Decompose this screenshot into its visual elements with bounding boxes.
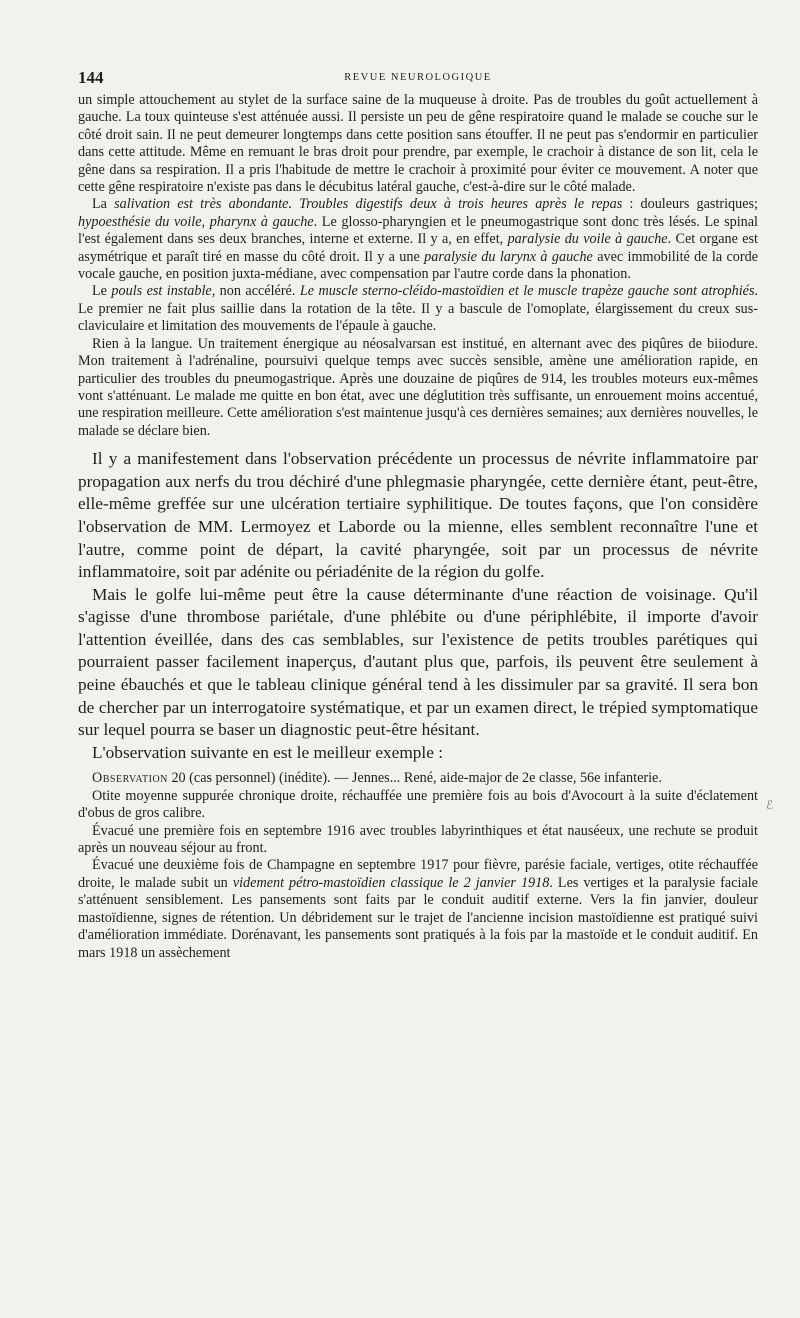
- case-report-section: [78, 92, 758, 440]
- discussion-paragraph-3: L'observation suivante en est le meilleur exemple :: [92, 742, 444, 762]
- observation-heading-text: 20 (cas personnel) (inédite). — Jennes... René, aide-major de 2e classe, 56e infanterie.: [167, 770, 662, 787]
- discussion-section: [78, 448, 758, 764]
- case-paragraph-1: un simple attouchement au stylet de la surface saine de la muqueuse à droite. Pas de troubles du goût actuellement à gauche. La toux quinteuse s'est atténuée aussi. Il persiste un peu de gêne respiratoire quand le malade se couche sur le côté droit sain. Il ne peut demeurer longtemps dans cette position sans étouffer. Il ne peut pas s'endormir en particulier dans cette attitude. Même en remuant le bras droit pour prendre, par exemple, le crachoir à distance de son lit, cela le gêne dans sa respiration. Il a pris l'habitude de mettre le crachoir à proximité pour éviter ce mouvement. A noter que cette gêne respiratoire n'existe pas dans le décubitus latéral gauche, c'est-à-dire sur le côté malade.: [78, 92, 758, 196]
- text-run: Évacué une deuxième fois de Champagne en septembre 1917 pour fièvre, parésie faciale, vertiges, otite réchauffée droite, le malade subit un: [78, 857, 758, 891]
- observation-paragraph-3: [78, 857, 758, 961]
- text-run: , non accéléré.: [211, 283, 300, 300]
- text-run: . Le glosso-pharyngien et le pneumogastrique sont donc très lésés. Le spinal l'est également dans ses deux branches, interne et externe. Il y a, en effet,: [78, 213, 758, 248]
- observation-section: [78, 770, 758, 961]
- discussion-paragraph-2: Mais le golfe lui-même peut être la cause déterminante d'une réaction de voisinage. Qu'il s'agisse d'une thrombose pariétale, d'une phlébite ou d'une périphlébite, il importe d'avoir l'attention éveillée, dans des cas semblables, sur l'existence de petits troubles parétiques qui pourraient passer facilement inaperçus, d'autant plus que, parfois, ils peuvent être seulement à peine ébauchés et que le tableau clinique général tend à les dissimuler par sa gravité. Il sera bon de chercher par un interrogatoire systématique, et par un examen direct, le trépied symptomatique sur lequel pourra se baser un diagnostic peut-être hésitant.: [78, 584, 758, 740]
- italic-run: salivation est très abondante. Troubles digestifs deux à trois heures après le repas: [114, 196, 623, 213]
- italic-run: hypoesthésie du voile, pharynx à gauche: [78, 213, 314, 230]
- text-run: . Le premier ne fait plus saillie dans la rotation de la tête. Il y a bascule de l'omoplate, élargissement du creux sus-claviculaire et limitation des mouvements de l'épaule à gauche.: [78, 283, 759, 335]
- observation-paragraph-2: Évacué une première fois en septembre 1916 avec troubles labyrinthiques et état nauséeux, une rechute se produit après un nouveau séjour au front.: [78, 822, 758, 857]
- document-page: [78, 62, 758, 1302]
- text-run: avec immobilité de la corde vocale gauche, en position juxta-médiane, avec compensation par l'autre corde dans la phonation.: [78, 248, 759, 283]
- italic-run: paralysie du voile à gauche: [507, 231, 668, 248]
- text-run: . Les vertiges et la paralysie faciale s'atténuent sensiblement. Les pansements sont faits par le conduit auditif externe. Vers la fin janvier, douleur mastoïdienne, signes de rétention. Un débridement sur le trajet de l'ancienne incision mastoïdienne est pratiqué suivi d'amélioration immédiate. Dorénavant, les pansements sont pratiqués à la fois par la mastoïde et le conduit auditif. En mars 1918 un assèchement: [78, 874, 758, 961]
- text-run: La: [92, 196, 115, 213]
- text-run: . Cet organe est asymétrique et paraît tiré en masse du côté droit. Il y a une: [78, 231, 758, 265]
- running-title: REVUE NEUROLOGIQUE: [344, 72, 492, 83]
- observation-heading: [78, 770, 758, 787]
- page-number: 144: [78, 68, 104, 87]
- case-paragraph-3: [78, 283, 758, 335]
- observation-label: Observation: [92, 770, 168, 787]
- case-paragraph-4: Rien à la langue. Un traitement énergique au néosalvarsan est institué, en alternant avec des piqûres de biiodure. Mon traitement à l'adrénaline, poursuivi quelque temps avec succès sensible, amène une amélioration rapide, en particulier des troubles du pneumogastrique. Après une douzaine de piqûres de 914, les troubles moteurs eux-mêmes vont s'atténuant. Le malade me quitte en bon état, avec une déglutition très suffisante, un enrouement moins accentué, une respiration meilleure. Cette amélioration s'est maintenue jusqu'à ces dernières semaines; aux dernières nouvelles, le malade se déclare bien.: [78, 335, 758, 439]
- observation-paragraph-1: Otite moyenne suppurée chronique droite, réchauffée une première fois au bois d'Avocourt à la suite d'éclatement d'obus de gros calibre.: [78, 787, 758, 822]
- discussion-paragraph-1: Il y a manifestement dans l'observation précédente un processus de névrite inflammatoire par propagation aux nerfs du trou déchiré d'une phlegmasie pharyngée, cette dernière étant, peut-être, elle-même greffée sur une ulcération tertiaire syphilitique. De toutes façons, que l'on considère l'observation de MM. Lermoyez et Laborde ou la mienne, elles semblent reconnaître l'une et l'autre, comme point de départ, la cavité pharyngée, soit par un processus de névrite inflammatoire, soit par adénite ou périadénite de la région du golfe.: [78, 449, 758, 582]
- case-paragraph-2: [78, 196, 758, 283]
- text-run: : douleurs gastriques;: [622, 196, 758, 213]
- italic-run: videment pétro-mastoïdien classique le 2 janvier 1918: [232, 874, 550, 891]
- page-header: [78, 62, 758, 92]
- italic-run: paralysie du larynx à gauche: [424, 248, 593, 265]
- margin-mark: ℰ: [766, 798, 774, 812]
- italic-run: Le muscle sterno-cléido-mastoïdien et le muscle trapèze gauche sont atrophiés: [299, 283, 755, 300]
- italic-run: pouls est instable: [111, 283, 212, 300]
- text-run: Le: [92, 283, 112, 300]
